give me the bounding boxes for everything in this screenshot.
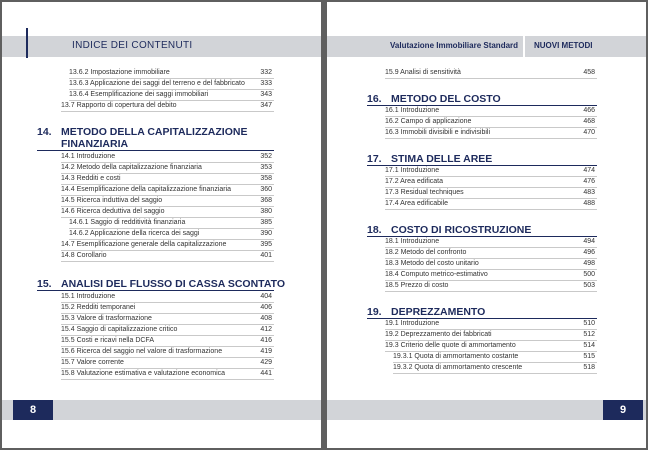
toc-entry[interactable]: 15.7 Valore corrente 429 (61, 358, 274, 369)
right-page (327, 2, 646, 448)
header-title: INDICE DEI CONTENUTI (72, 40, 193, 51)
toc-entry[interactable]: 14.5 Ricerca induttiva del saggio 368 (61, 196, 274, 207)
chapter-heading-16[interactable]: 16. METODO DEL COSTO (367, 93, 597, 106)
chapter-heading-14[interactable]: 14. METODO DELLA CAPITALIZZAZIONE FINANZIARIA (37, 126, 274, 151)
toc-entry[interactable]: 15.1 Introduzione 404 (61, 292, 274, 303)
chapter-heading-17[interactable]: 17. STIMA DELLE AREE (367, 153, 597, 166)
toc-entry[interactable]: 14.4 Esemplificazione della capitalizzazione finanziaria 360 (61, 185, 274, 196)
toc-entry[interactable]: 19.3.1 Quota di ammortamento costante 515 (393, 352, 597, 363)
chapter-heading-19[interactable]: 19. DEPREZZAMENTO (367, 306, 597, 319)
toc-entry[interactable]: 15.9 Analisi di sensitività 458 (385, 68, 597, 79)
page-number: 8 (13, 400, 53, 420)
page-number: 9 (603, 400, 643, 420)
toc-entry[interactable]: 18.1 Introduzione 494 (385, 237, 597, 248)
toc-entry[interactable]: 18.5 Prezzo di costo 503 (385, 281, 597, 292)
toc-entry[interactable]: 15.6 Ricerca del saggio nel valore di trasformazione 419 (61, 347, 274, 358)
toc-entry[interactable]: 14.8 Corollario 401 (61, 251, 274, 262)
header-divider (523, 36, 525, 57)
toc-entry[interactable]: 13.6.2 Impostazione immobiliare 332 (69, 68, 274, 79)
chapter-heading-18[interactable]: 18. COSTO DI RICOSTRUZIONE (367, 224, 597, 237)
toc-entry[interactable]: 14.6 Ricerca deduttiva del saggio 380 (61, 207, 274, 218)
toc-entry[interactable]: 19.3.2 Quota di ammortamento crescente 518 (393, 363, 597, 374)
toc-entry[interactable]: 14.6.2 Applicazione della ricerca dei saggi 390 (69, 229, 274, 240)
toc-entry[interactable]: 15.5 Costi e ricavi nella DCFA 416 (61, 336, 274, 347)
toc-entry[interactable]: 14.6.1 Saggio di redditività finanziaria 385 (69, 218, 274, 229)
toc-entry[interactable]: 14.1 Introduzione 352 (61, 152, 274, 163)
toc-entry[interactable]: 16.3 Immobili divisibili e indivisibili 470 (385, 128, 597, 139)
toc-entry[interactable]: 17.3 Residual techniques 483 (385, 188, 597, 199)
toc-entry[interactable]: 14.2 Metodo della capitalizzazione finanziaria 353 (61, 163, 274, 174)
toc-entry[interactable]: 16.2 Campo di applicazione 468 (385, 117, 597, 128)
header-marker (26, 28, 28, 58)
toc-entry[interactable]: 14.7 Esemplificazione generale della capitalizzazione 395 (61, 240, 274, 251)
header-book-title: Valutazione Immobiliare Standard (390, 41, 519, 50)
toc-entry[interactable]: 18.3 Metodo del costo unitario 498 (385, 259, 597, 270)
toc-entry[interactable]: 14.3 Redditi e costi 358 (61, 174, 274, 185)
toc-entry[interactable]: 18.4 Computo metrico-estimativo 500 (385, 270, 597, 281)
toc-entry[interactable]: 17.2 Area edificata 476 (385, 177, 597, 188)
toc-entry[interactable]: 15.2 Redditi temporanei 406 (61, 303, 274, 314)
header-band (2, 36, 321, 57)
toc-entry[interactable]: 18.2 Metodo del confronto 496 (385, 248, 597, 259)
toc-entry[interactable]: 13.6.4 Esemplificazione dei saggi immobiliari 343 (69, 90, 274, 101)
toc-entry[interactable]: 15.8 Valutazione estimativa e valutazione economica 441 (61, 369, 274, 380)
toc-entry[interactable]: 19.1 Introduzione 510 (385, 319, 597, 330)
toc-entry[interactable]: 19.2 Deprezzamento dei fabbricati 512 (385, 330, 597, 341)
toc-entry[interactable]: 17.4 Area edificabile 488 (385, 199, 597, 210)
toc-entry[interactable]: 13.6.3 Applicazione dei saggi del terreno e del fabbricato 333 (69, 79, 274, 90)
footer-band (327, 400, 646, 420)
left-page (2, 2, 321, 448)
toc-entry[interactable]: 16.1 Introduzione 466 (385, 106, 597, 117)
toc-entry[interactable]: 15.3 Valore di trasformazione 408 (61, 314, 274, 325)
chapter-heading-15[interactable]: 15. ANALISI DEL FLUSSO DI CASSA SCONTATO (37, 278, 286, 290)
toc-entry[interactable]: 15.4 Saggio di capitalizzazione critico 412 (61, 325, 274, 336)
toc-entry[interactable]: 19.3 Criterio delle quote di ammortamento 514 (385, 341, 597, 352)
header-section-title: NUOVI METODI (534, 41, 593, 50)
header-band (327, 36, 646, 57)
toc-entry[interactable]: 17.1 Introduzione 474 (385, 166, 597, 177)
toc-entry[interactable]: 13.7 Rapporto di copertura del debito 347 (61, 101, 274, 112)
